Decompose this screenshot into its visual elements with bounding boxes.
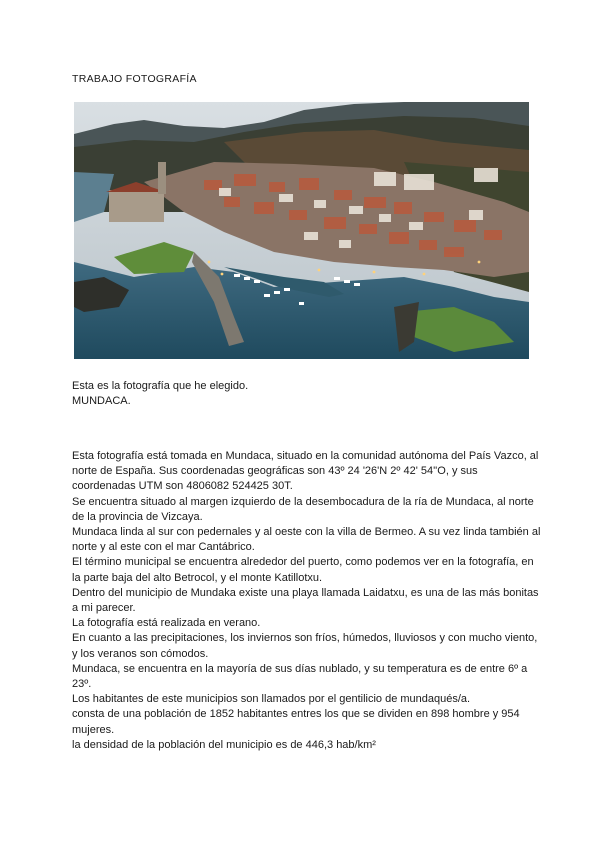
paragraph: Mundaca, se encuentra en la mayoría de sus días nublado, y su temperatura es de entre 6º a 23º. bbox=[72, 662, 528, 691]
paragraph: La fotografía está realizada en verano. bbox=[72, 617, 261, 630]
paragraph: Se encuentra situado al margen izquierdo de la desembocadura de la ría de Mundaca, al norte de la provincia de Vizcaya. bbox=[72, 495, 534, 523]
paragraph: Dentro del municipio de Mundaka existe una playa llamada Laidatxu, es una de las más bonitas a mi parecer. bbox=[72, 586, 539, 615]
document-body bbox=[72, 449, 542, 753]
paragraph: Los habitantes de este municipios son llamados por el gentilicio de mundaqués/a. bbox=[72, 693, 471, 706]
caption-town-name: MUNDACA. bbox=[72, 395, 131, 407]
document-title: TRABAJO FOTOGRAFÍA bbox=[72, 73, 197, 85]
mundaca-photo bbox=[74, 102, 529, 359]
paragraph: consta de una población de 1852 habitantes entres los que se dividen en 898 hombre y 954 mujeres. bbox=[72, 708, 520, 736]
paragraph: Esta fotografía está tomada en Mundaca, situado en la comunidad autónoma del País Vazco, al norte de España. Sus coordenadas geográficas son 43º 24 '26'N 2º 42' 54''O, y sus coordenadas UTM son 4806082 524425 30T. bbox=[72, 450, 539, 493]
photo-caption bbox=[72, 379, 248, 409]
paragraph: Mundaca linda al sur con pedernales y al oeste con la villa de Bermeo. A su vez linda también al norte y al este con el mar Cantábrico. bbox=[72, 526, 541, 554]
paragraph: El término municipal se encuentra alrededor del puerto, como podemos ver en la fotografía, en la parte baja del alto Betrocol, y el monte Katillotxu. bbox=[72, 556, 534, 584]
paragraph: En cuanto a las precipitaciones, los inviernos son fríos, húmedos, lluviosos y con mucho viento, y los veranos son cómodos. bbox=[72, 632, 538, 660]
caption-line: Esta es la fotografía que he elegido. bbox=[72, 380, 249, 392]
paragraph: la densidad de la población del municipio es de 446,3 hab/km² bbox=[72, 738, 376, 751]
